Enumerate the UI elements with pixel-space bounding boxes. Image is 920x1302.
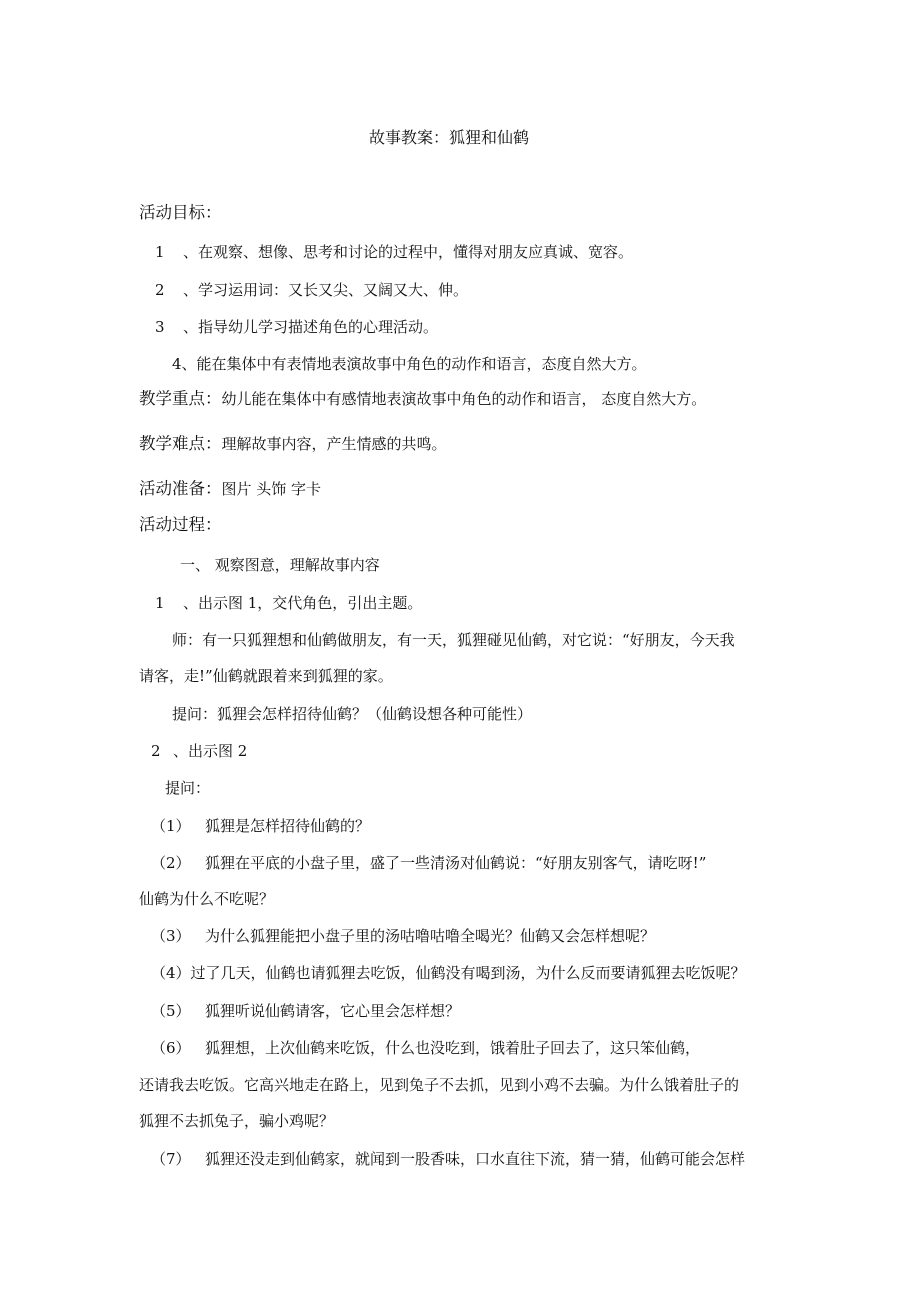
- goal-2-number: 2: [155, 281, 165, 299]
- key-point-label: 教学重点：: [139, 389, 222, 408]
- goal-2-text: 、学习运用词：又长又尖、又阔又大、伸。: [183, 281, 469, 299]
- preparation: [139, 479, 321, 499]
- q4: （4）过了几天，仙鹤也请狐狸去吃饭，仙鹤没有喝到汤，为什么反而要请狐狸去吃饭呢？: [151, 964, 746, 982]
- step-2-number: 2: [151, 742, 161, 760]
- q7-text: 狐狸还没走到仙鹤家，就闻到一股香味，口水直往下流，猜一猜，仙鹤可能会怎样: [205, 1150, 746, 1168]
- q6-line-1: 狐狸想，上次仙鹤来吃饭，什么也没吃到，饿着肚子回去了，这只笨仙鹤，: [205, 1039, 701, 1057]
- section-1-heading: 一、 观察图意，理解故事内容: [180, 556, 380, 574]
- q6-line-3: 狐狸不去抓兔子，骗小鸡呢？: [139, 1112, 335, 1130]
- goal-1-text: 、在观察、想像、思考和讨论的过程中，懂得对朋友应真诚、宽容。: [183, 243, 634, 261]
- q6-number: （6）: [151, 1039, 191, 1057]
- step-1-text: 、出示图 1，交代角色，引出主题。: [183, 594, 423, 612]
- key-point: [139, 389, 706, 409]
- difficulty: [139, 434, 447, 454]
- goal-4: 4、能在集体中有表情地表演故事中角色的动作和语言，态度自然大方。: [172, 355, 647, 373]
- q3-text: 为什么狐狸能把小盘子里的汤咕噜咕噜全喝光？仙鹤又会怎样想呢？: [205, 927, 656, 945]
- teacher-line-2: 请客，走!”仙鹤就跟着来到狐狸的家。: [139, 667, 393, 685]
- question-prompt-2: 提问：: [165, 779, 211, 797]
- q5-text: 狐狸听说仙鹤请客，它心里会怎样想？: [205, 1002, 461, 1020]
- teacher-line-1: 师：有一只狐狸想和仙鹤做朋友，有一天，狐狸碰见仙鹤，对它说：“好朋友，今天我: [172, 631, 735, 649]
- q3-number: （3）: [151, 927, 191, 945]
- difficulty-label: 教学难点：: [139, 434, 222, 453]
- preparation-label: 活动准备：: [139, 479, 222, 498]
- goal-3-text: 、指导幼儿学习描述角色的心理活动。: [183, 318, 439, 336]
- q5-number: （5）: [151, 1002, 191, 1020]
- process-heading: 活动过程：: [139, 515, 222, 534]
- goals-heading: 活动目标：: [139, 203, 222, 222]
- q2-number: （2）: [151, 854, 191, 872]
- question-prompt-1: 提问：狐狸会怎样招待仙鹤？（仙鹤设想各种可能性）: [172, 705, 533, 723]
- q2-line-2: 仙鹤为什么不吃呢？: [139, 890, 275, 908]
- step-1-number: 1: [155, 594, 165, 612]
- step-2-text: 、出示图 2: [173, 742, 248, 760]
- goal-3-number: 3: [155, 318, 165, 336]
- q6-line-2: 还请我去吃饭。它高兴地走在路上，见到兔子不去抓，见到小鸡不去骗。为什么饿着肚子的: [139, 1076, 740, 1094]
- key-point-text: 幼儿能在集体中有感情地表演故事中角色的动作和语言， 态度自然大方。: [221, 390, 707, 408]
- q1-number: （1）: [151, 817, 191, 835]
- preparation-text: 图片 头饰 字卡: [221, 480, 322, 498]
- q7-number: （7）: [151, 1150, 191, 1168]
- q2-line-1: 狐狸在平底的小盘子里，盛了一些清汤对仙鹤说：“好朋友别客气，请吃呀!”: [205, 854, 707, 872]
- difficulty-text: 理解故事内容，产生情感的共鸣。: [221, 435, 447, 453]
- page-title: 故事教案：狐狸和仙鹤: [369, 128, 530, 147]
- q1-text: 狐狸是怎样招待仙鹤的？: [205, 817, 371, 835]
- goal-1-number: 1: [155, 243, 165, 261]
